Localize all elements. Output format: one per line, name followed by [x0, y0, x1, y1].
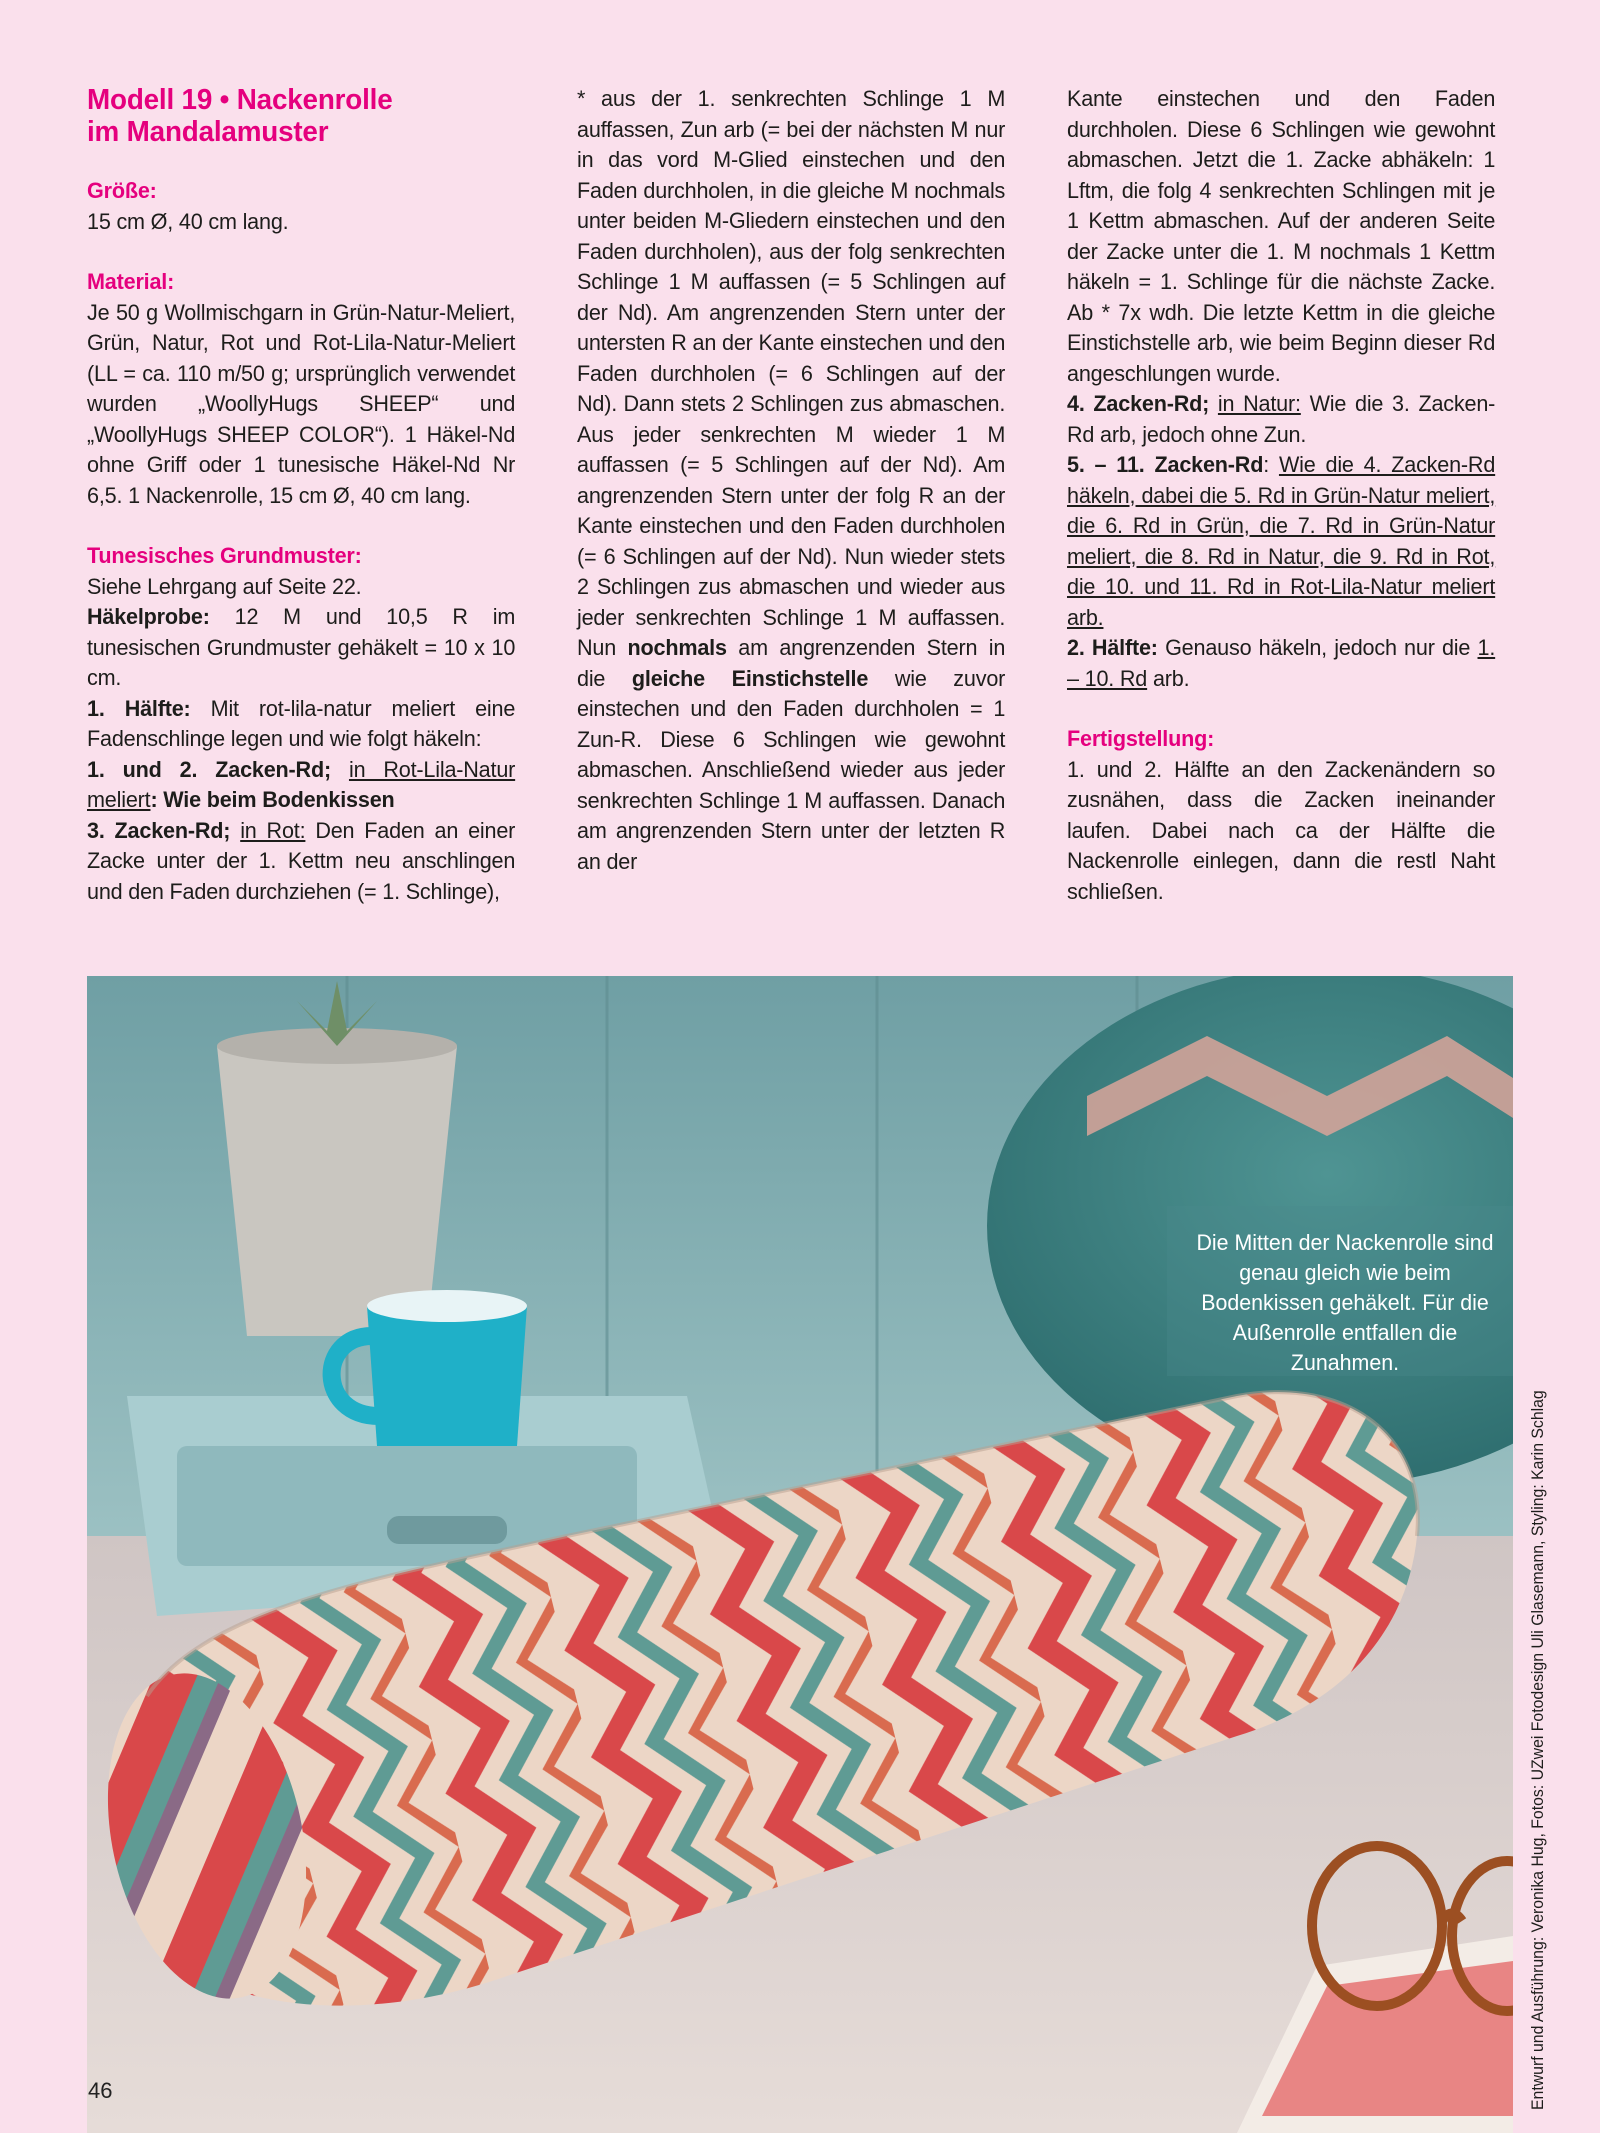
- title-line-1: Modell 19 • Nackenrolle: [87, 84, 393, 116]
- gauge-text: 12 M und 10,5 R im tunesischen Grundmuster gehäkelt = 10 x 10 cm.: [87, 604, 516, 690]
- half2-label: 2. Hälfte:: [1067, 635, 1158, 660]
- size-text: 15 cm Ø, 40 cm lang.: [87, 208, 289, 234]
- round12-paragraph: [87, 755, 515, 816]
- round4-label: 4. Zacken-Rd;: [1067, 391, 1210, 416]
- material-heading: Material:: [87, 269, 175, 294]
- half1-paragraph: [87, 694, 515, 755]
- column-3: [1067, 84, 1495, 904]
- round5-sep: :: [1263, 452, 1279, 477]
- col2-paragraph: [577, 84, 1005, 877]
- round5-paragraph: [1067, 450, 1495, 633]
- col2-text-c: wie zuvor einstechen und den Faden durchholen = 1 Zun-R. Diese 6 Schlingen wie gewohnt abmaschen. Anschließend wieder aus jeder senkrechten Schlinge 1 M auffassen. Danach am angrenzenden Stern unter der letzten R an der: [577, 665, 1006, 874]
- gauge-label: Häkelprobe:: [87, 604, 210, 629]
- title-line-2: im Mandalamuster: [87, 116, 329, 148]
- column-2: [577, 84, 1005, 904]
- half2-range: 1. – 10. Rd: [1067, 635, 1496, 691]
- round3-label: 3. Zacken-Rd;: [87, 817, 231, 843]
- round3-color: in Rot:: [240, 817, 306, 843]
- half2-paragraph: [1067, 633, 1495, 694]
- half2-text: Genauso häkeln, jedoch nur die: [1157, 635, 1478, 660]
- pattern-text: Siehe Lehrgang auf Seite 22.: [87, 573, 362, 599]
- round4-color: in Natur:: [1217, 391, 1301, 416]
- round12-text: : Wie beim Bodenkissen: [150, 787, 395, 812]
- round12-color: in Rot-Lila-Natur meliert: [87, 756, 516, 812]
- round5-text: Wie die 4. Zacken-Rd häkeln, dabei die 5. Rd in Grün-Natur meliert, die 6. Rd in Grün, die 7. Rd in Grün-Natur meliert, die 8. Rd in Natur, die 9. Rd in Rot, die 10. und 11. Rd in Rot-Lila-Natur meliert arb.: [1067, 452, 1496, 630]
- finish-heading: Fertigstellung:: [1067, 726, 1215, 751]
- round5-label: 5. – 11. Zacken-Rd: [1067, 452, 1264, 477]
- round3-paragraph: [87, 816, 515, 908]
- half1-text: Mit rot-lila-natur meliert eine Fadenschlinge legen und wie folgt häkeln:: [87, 695, 516, 751]
- photo-illustration: [87, 976, 1513, 2133]
- round4-paragraph: [1067, 389, 1495, 450]
- gauge-paragraph: [87, 602, 515, 694]
- round12-label: 1. und 2. Zacken-Rd;: [87, 756, 331, 782]
- column-1: [87, 84, 515, 904]
- col3-text-a: Kante einstechen und den Faden durchholen. Diese 6 Schlingen wie gewohnt abmaschen. Jetzt die 1. Zacke abhäkeln: 1 Lftm, die folg 4 senkrechten Schlingen mit je 1 Kettm abmaschen. Auf der anderen Seite der Zacke unter die 1. M nochmals 1 Kettm häkeln = 1. Schlinge für die nächste Zacke. Ab * 7x wdh. Die letzte Kettm in die gleiche Einstichstelle arb, wie beim Beginn dieser Rd angeschlungen wurde.: [1067, 86, 1496, 386]
- page-number: 46: [88, 2078, 113, 2103]
- half2-end: arb.: [1147, 665, 1190, 691]
- col2-text-b: am angrenzenden Stern in die: [577, 635, 1006, 691]
- material-text: Je 50 g Wollmischgarn in Grün-Natur-Meliert, Grün, Natur, Rot und Rot-Lila-Natur-Meliert (LL = ca. 110 m/50 g; ursprünglich verwendet wurden „WoollyHugs SHEEP“ und „WoollyHugs SHEEP COLOR“). 1 Häkel-Nd ohne Griff oder 1 tunesische Häkel-Nd Nr 6,5. 1 Nackenrolle, 15 cm Ø, 40 cm lang.: [87, 299, 516, 508]
- plant-pot: [217, 981, 457, 1336]
- photo-caption: Die Mitten der Nackenrolle sind genau gleich wie beim Bodenkissen gehäkelt. Für die Außenrolle entfallen die Zunahmen.: [1196, 1230, 1494, 1375]
- product-photo: [87, 976, 1513, 2133]
- photo-credit: Entwurf und Ausführung: Veronika Hug, Fotos: UZwei Fotodesign Uli Glasemann, Styling: Karin Schlag: [1528, 1390, 1547, 2110]
- pattern-heading: Tunesisches Grundmuster:: [87, 543, 362, 568]
- col2-text-a: * aus der 1. senkrechten Schlinge 1 M auffassen, Zun arb (= bei der nächsten M nur in das vord M-Glied einstechen und den Faden durchholen, in die gleiche M nochmals unter beiden M-Gliedern einstechen und den Faden durchholen), aus der folg senkrechten Schlinge 1 M auffassen (= 5 Schlingen auf der Nd). Am angrenzenden Stern unter der untersten R an der Kante einstechen und den Faden durchholen (= 6 Schlingen auf der Nd). Dann stets 2 Schlingen zus abmaschen. Aus jeder senkrechten M wieder 1 M auffassen (= 5 Schlingen auf der Nd). Am angrenzenden Stern unter der folg R an der Kante einstechen und den Faden durchholen (= 6 Schlingen auf der Nd). Nun wieder stets 2 Schlingen zus abmaschen und wieder aus jeder senkrechten Schlinge 1 M auffassen. Nun: [577, 86, 1006, 660]
- half1-label: 1. Hälfte:: [87, 695, 191, 721]
- page-title: [87, 84, 515, 148]
- article-columns: [87, 84, 1513, 904]
- finish-text: 1. und 2. Hälfte an den Zackenändern so zusnähen, dass die Zacken ineinander laufen. Dabei nach ca der Hälfte die Nackenrolle einlegen, dann die restl Naht schließen.: [1067, 756, 1496, 904]
- col2-bold-1: nochmals: [627, 635, 727, 660]
- round4-text: Wie die 3. Zacken-Rd arb, jedoch ohne Zun.: [1067, 391, 1496, 447]
- col2-bold-2: gleiche Einstichstelle: [631, 665, 869, 691]
- size-heading: Größe:: [87, 178, 157, 203]
- round3-text: Den Faden an einer Zacke unter der 1. Kettm neu anschlingen und den Faden durchziehen (= 1. Schlinge),: [87, 817, 516, 904]
